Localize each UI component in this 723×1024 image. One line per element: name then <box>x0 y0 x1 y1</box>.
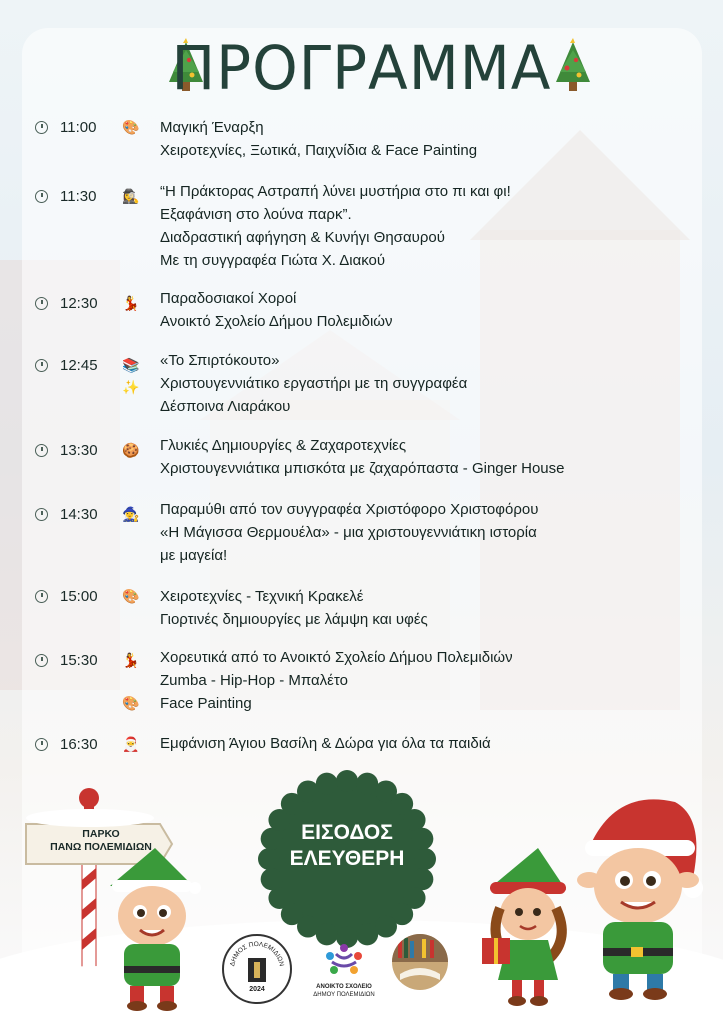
cookie-icon: 🍪 <box>122 442 140 458</box>
christmas-tree-icon <box>550 38 596 96</box>
schedule-time: 16:30 <box>60 736 98 753</box>
dancer-icon: 💃 <box>122 652 140 668</box>
clock-icon <box>35 297 48 310</box>
clock-icon <box>35 121 48 134</box>
badge-scallop <box>336 770 358 792</box>
free-entry-text: ΕΙΣΟΔΟΣ ΕΛΕΥΘΕΡΗ <box>289 821 405 870</box>
clock-icon <box>35 359 48 372</box>
library-logo <box>392 934 448 990</box>
schedule-description: “Η Πράκτορας Αστραπή λύνει μυστήρια στο πι και φι! Εξαφάνιση στο λούνα παρκ”. Διαδραστική αφήγηση & Κυνήγι Θησαυρού Με τη συγγραφέα Γιώτα Χ. Διακού <box>160 183 511 269</box>
schedule-description: Παραδοσιακοί Χοροί Ανοικτό Σχολείο Δήμου Πολεμιδιών <box>160 290 393 330</box>
schedule-description: Γλυκιές Δημιουργίες & Ζαχαροτεχνίες Χριστουγεννιάτικα μπισκότα με ζαχαρόπαστα - Ginger House <box>160 437 565 477</box>
detective-icon: 🕵️‍♀️ <box>122 188 140 204</box>
dancer-icon: 💃 <box>122 295 140 311</box>
park-sign-text: ΠΑΡΚΟ ΠΑΝΩ ΠΟΛΕΜΙΔΙΩΝ <box>50 828 152 853</box>
sparkles-icon: ✨ <box>122 379 140 395</box>
storyteller-icon: 🧙‍♀️ <box>122 506 140 522</box>
palette-icon: 🎨 <box>122 695 140 711</box>
elf-boy-illustration <box>575 788 710 1003</box>
books-icon: 📚 <box>122 357 140 373</box>
clock-icon <box>35 654 48 667</box>
badge-scallop <box>268 887 290 909</box>
municipality-logo: ΔΗΜΟΣ ΠΟΛΕΜΙΔΙΩΝ 2024 <box>222 934 292 1004</box>
schedule-time: 13:30 <box>60 442 98 459</box>
elf-girl-illustration <box>478 848 578 1008</box>
schedule-time: 15:30 <box>60 652 98 669</box>
open-school-logo-text: ΑΝΟΙΚΤΟ ΣΧΟΛΕΙΟ ΔΗΜΟΥ ΠΟΛΕΜΙΔΙΩΝ <box>313 984 375 998</box>
badge-scallop <box>297 780 319 802</box>
schedule-description: Εμφάνιση Άγιου Βασίλη & Δώρα για όλα τα παιδιά <box>160 735 491 752</box>
schedule-description: Μαγική Έναρξη Χειροτεχνίες, Ξωτικά, Παιχνίδια & Face Painting <box>160 119 478 159</box>
schedule-time: 14:30 <box>60 506 98 523</box>
clock-icon <box>35 738 48 751</box>
page-title: ΠΡΟΓΡΑΜΜΑ <box>171 32 552 104</box>
clock-icon <box>35 508 48 521</box>
schedule-time: 15:00 <box>60 588 98 605</box>
santa-icon: 🎅 <box>122 736 140 752</box>
schedule-description: Χορευτικά από το Ανοικτό Σχολείο Δήμου Πολεμιδιών Zumba - Hip-Hop - Μπαλέτο Face Painting <box>160 649 513 712</box>
schedule-time: 12:30 <box>60 295 98 312</box>
clock-icon <box>35 590 48 603</box>
badge-scallop <box>316 773 338 795</box>
badge-scallop <box>356 773 378 795</box>
schedule-time: 11:30 <box>60 188 97 205</box>
schedule-description: «Το Σπιρτόκουτο» Χριστουγεννιάτικο εργαστήρι με τη συγγραφέα Δέσποινα Λιαράκου <box>160 352 468 415</box>
clock-icon <box>35 444 48 457</box>
schedule-time: 12:45 <box>60 357 98 374</box>
open-school-logo <box>318 940 370 980</box>
svg-text:ΔΗΜΟΣ ΠΟΛΕΜΙΔΙΩΝ: ΔΗΜΟΣ ΠΟΛΕΜΙΔΙΩΝ <box>229 940 285 967</box>
palette-icon: 🎨 <box>122 588 140 604</box>
badge-scallop <box>375 916 397 938</box>
schedule-description: Παραμύθι από τον συγγραφέα Χριστόφορο Χριστοφόρου «Η Μάγισσα Θερμουέλα» - μια χριστουγεννιάτικη ιστορία με μαγεία! <box>160 501 539 564</box>
clock-icon <box>35 190 48 203</box>
elf-illustration <box>100 848 205 1013</box>
schedule-description: Χειροτεχνίες - Τεχνική Κρακελέ Γιορτινές δημιουργίες με λάμψη και υφές <box>160 588 428 628</box>
palette-icon: 🎨 <box>122 119 140 135</box>
schedule-time: 11:00 <box>60 119 97 136</box>
